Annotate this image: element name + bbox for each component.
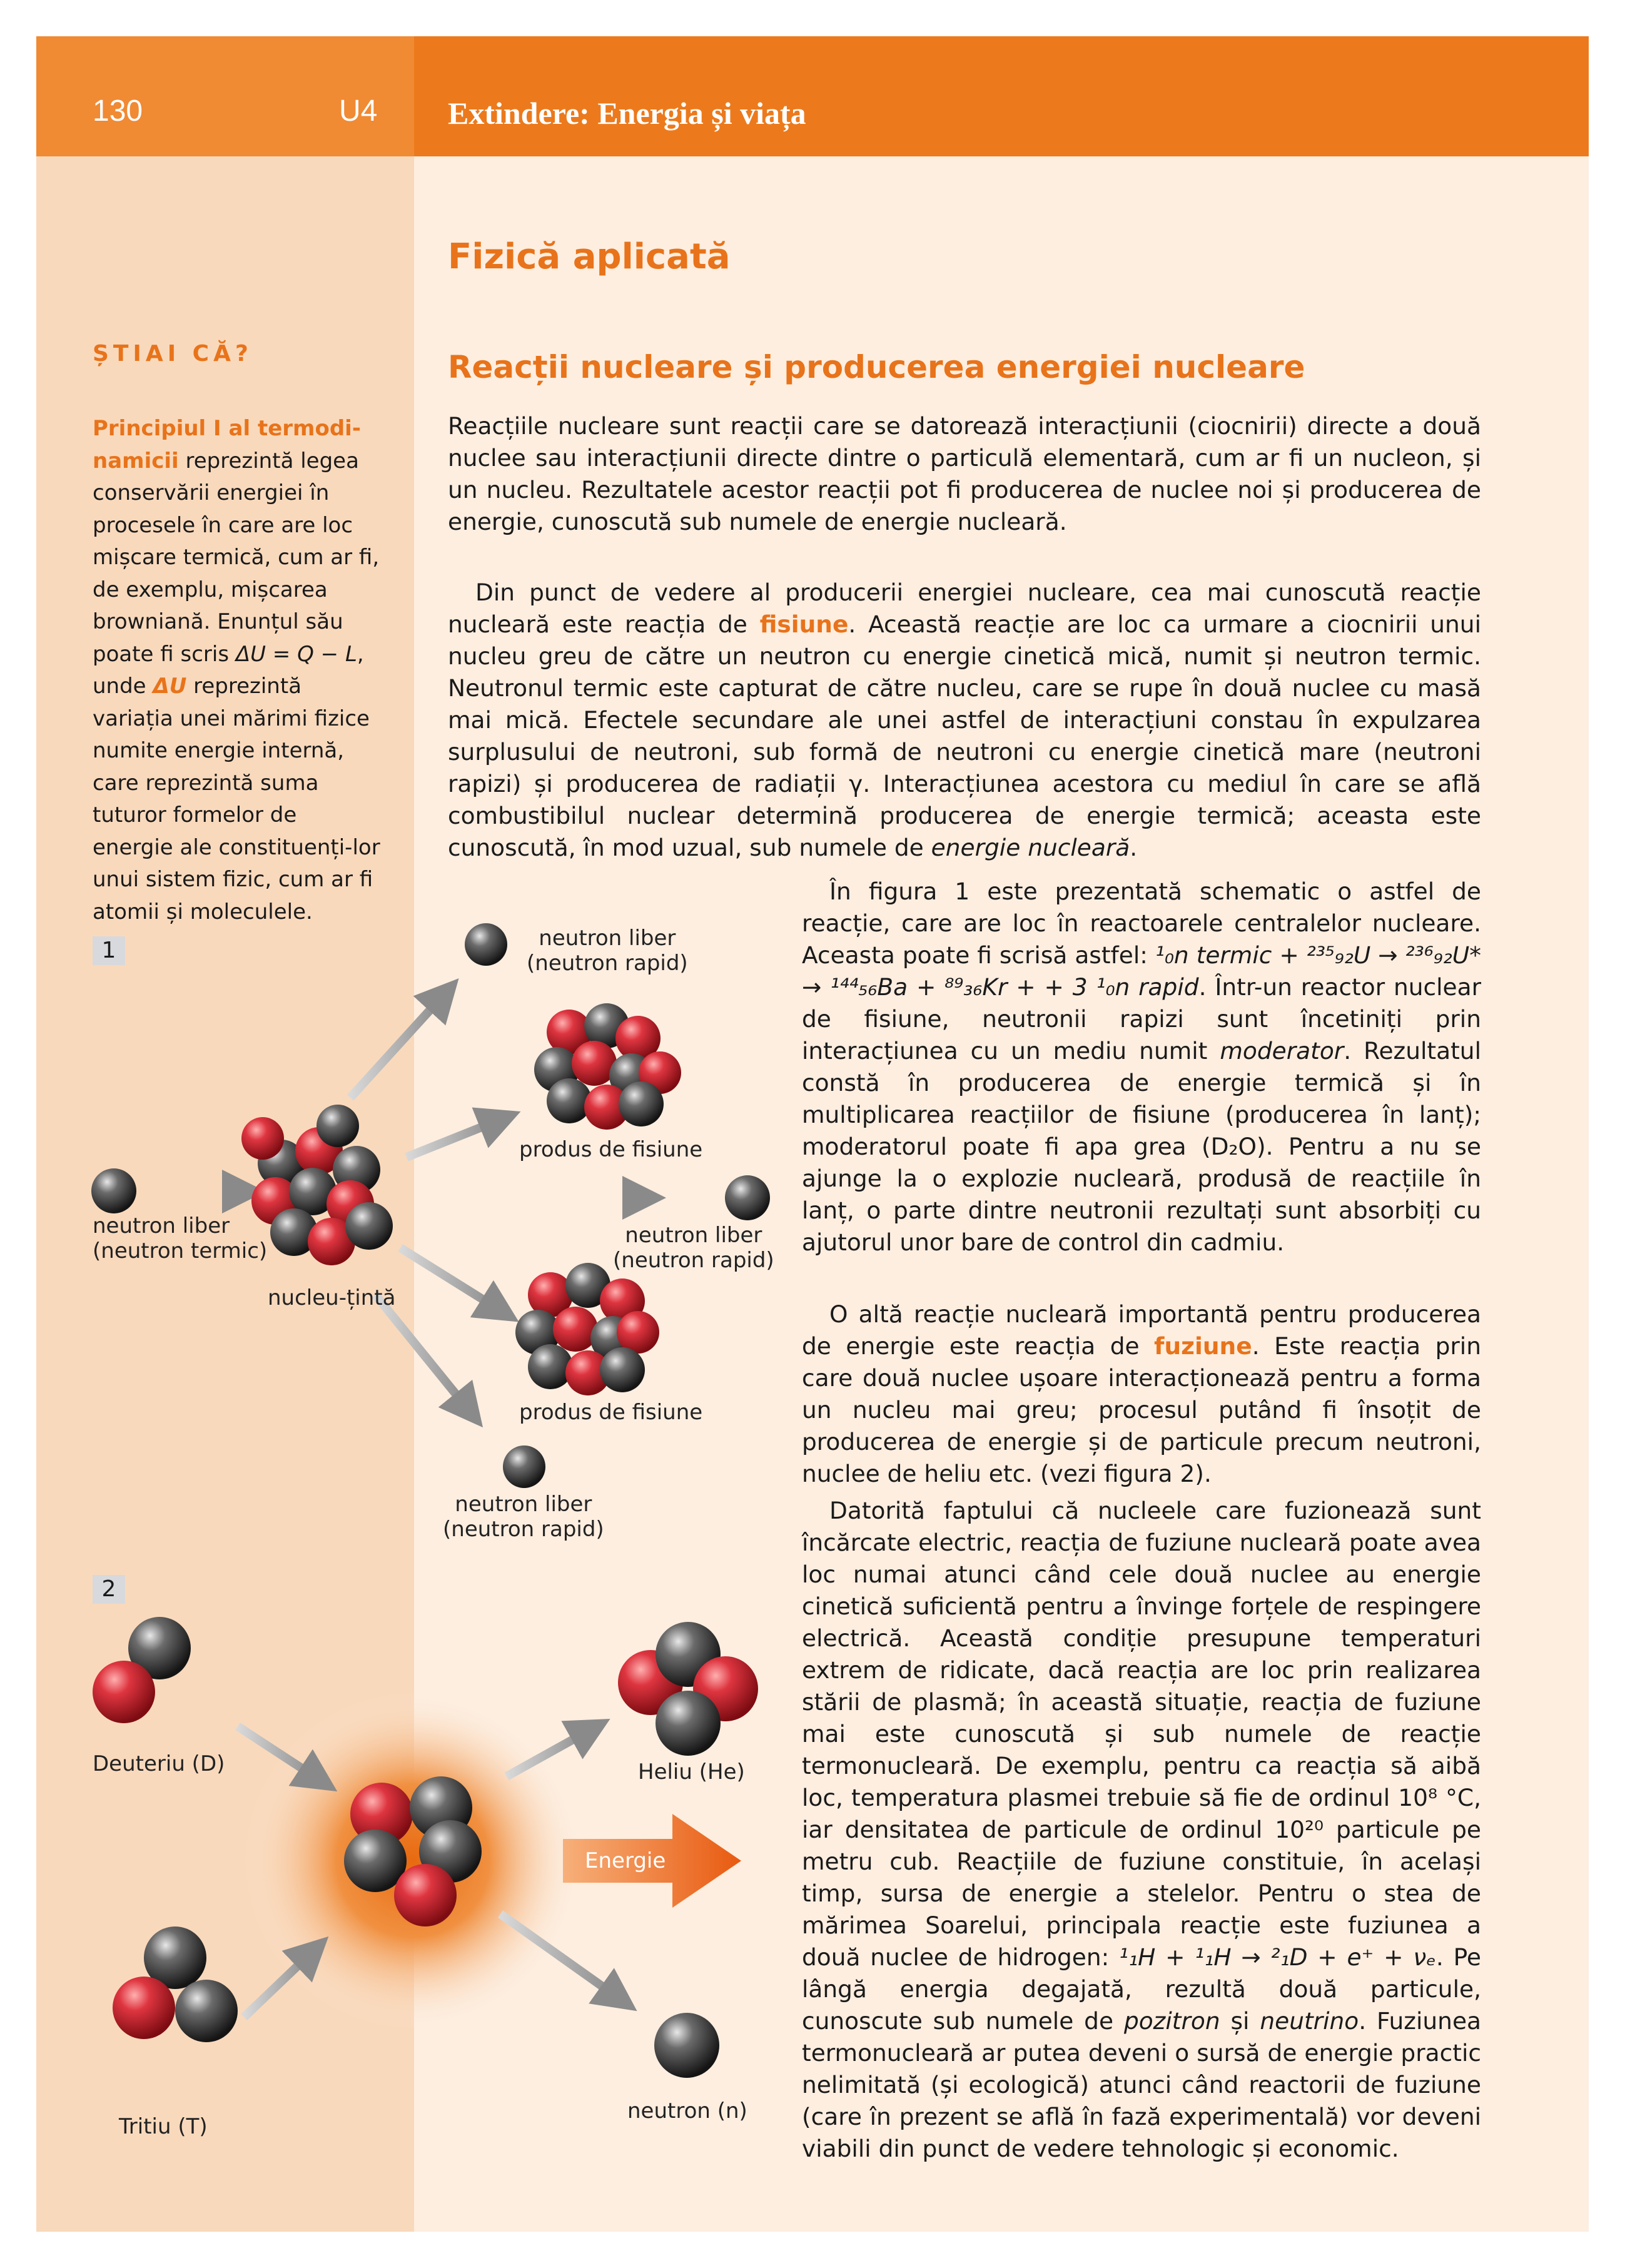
chapter-title: Extindere: Energia și viața: [448, 96, 806, 131]
tritium-nucleus-icon: [113, 1926, 238, 2042]
paragraph-5: Datorită faptului că nucleele care fuzionează sunt încărcate electric, reacția de fuziune nucleară poate avea loc numai atunci când cele două nuclee au energie cinetică suficientă pentru a învinge forțele de respingere electrică. Această condiție presupune temperaturi extrem de ridicate, dacă reacția are loc prin realizarea stării de plasmă; în această situație, reacția de fuziune mai este cunoscută și sub numele de reacție termonucleară. De exemplu, pentru ca reacția să aibă loc, temperatura plasmei trebuie să fie de ordinul 10⁸ °C, iar densitatea de particule de ordinul 10²⁰ particule pe metru cub. Reacțiile de fuziune constituie, în același timp, sursa de energie a stelelor. Pentru o stea de mărimea Soarelui, principala reacție este fuziunea a două nuclee de hidrogen: ¹₁H + ¹₁H → ²₁D + e⁺ + νₑ. Pe lângă energia degajată, rezultă două particule, cunoscute sub numele de pozitron și neutrino. Fuziunea termonucleară ar putea deveni o sursă de energie practic nelimitată (și ecologică) atunci când reactorii de fuziune (care în prezent se află în fază experimentală) vor deveni viabili din punct de vedere tehnologic și economic.: [802, 1497, 1481, 2162]
label-fission-product-2: produs de fisiune: [519, 1400, 703, 1425]
keyword-fisiune: fisiune: [759, 610, 849, 638]
subsection-title: Reacții nucleare și producerea energiei nucleare: [448, 349, 1305, 385]
top-neutron-icon: [465, 923, 507, 966]
fusion-glow: [244, 1692, 582, 2030]
deuterium-nucleus-icon: [93, 1617, 191, 1723]
paragraph-2: Din punct de vedere al producerii energiei nucleare, cea mai cunoscută reacție nucleară este reacția de fisiune. Această reacție are loc ca urmare a ciocnirii unui nucleu greu de către un neutron cu energie cinetică mică, numit și neutron termic. Neutronul termic este capturat de către nucleu, care se rupe în două nuclee cu masă mai mică. Efectele secundare ale unei astfel de interacțiuni constau în expulzarea surplusului de neutroni, sub formă de neutroni cu energie cinetică mare (neutroni rapizi) și producerea de radiații γ. Interacțiunea acestora cu mediul în care se află combustibilul nuclear determină producerea de energie termică; aceasta este cunoscută, în mod uzual, sub numele de energie nucleară.: [448, 579, 1481, 861]
sidebar-heading: ȘTIAI CĂ?: [93, 341, 253, 367]
label-mid-neutron: neutron liber (neutron rapid): [613, 1223, 774, 1273]
sidebar-text-2: , unde: [93, 641, 364, 699]
section-title: Fizică aplicată: [448, 236, 731, 277]
sidebar-formula: ΔU = Q − L: [235, 641, 357, 667]
label-top-neutron: neutron liber (neutron rapid): [527, 926, 688, 976]
fission-product-2-icon: [515, 1263, 659, 1395]
sidebar-bold-term: Principiul I al termodi-namicii: [93, 416, 361, 473]
sidebar-text-1: reprezintă legea conservării energiei în procesele în care are loc mișcare termică, cum ar fi, de exemplu, mișcarea browniană. Enunțul său poate fi scris: [93, 448, 380, 667]
label-tritium: Tritiu (T): [119, 2114, 208, 2139]
fission-product-1-icon: [534, 1003, 681, 1130]
page-number: 130: [93, 94, 143, 128]
label-helium: Heliu (He): [638, 1759, 745, 1785]
sidebar-text-3: reprezintă variația unei mărimi fizice numite energie internă, care reprezintă suma tuturor formelor de energie ale constituenți-lor unui sistem fizic, cum ar fi atomii și moleculele.: [93, 674, 380, 924]
fission-equation: ¹₀n termic + ²³⁵₉₂U → ²³⁶₉₂U* → ¹⁴⁴₅₆Ba + ⁸⁹₃₆Kr +: [802, 941, 1481, 1001]
unit-label: U4: [339, 94, 378, 128]
helium-nucleus-icon: [618, 1622, 758, 1756]
paragraph-1: Reacțiile nucleare sunt reacții care se datorează interacțiunii (ciocnirii) directe a două nuclee sau interacțiunii directe dintre o particulă elementară, cum ar fi un nucleon, și un nucleu. Rezultatele acestor reacții pot fi producerea de nuclee noi și producerea de energie, cunoscută sub numele de energie nucleară.: [448, 412, 1481, 535]
figure-2-number: 2: [93, 1575, 125, 1604]
mid-neutron-icon: [725, 1175, 770, 1220]
label-energy: Energie: [585, 1848, 666, 1873]
keyword-fuziune: fuziune: [1154, 1332, 1252, 1360]
label-fission-product-1: produs de fisiune: [519, 1137, 703, 1162]
fission-equation-cont: + 3 ¹₀n rapid: [1044, 973, 1199, 1001]
paragraph-3: În figura 1 este prezentată schematic o astfel de reacție, care are loc în reactoarele centralelor nucleare. Aceasta poate fi scrisă astfel: ¹₀n termic + ²³⁵₉₂U → ²³⁶₉₂U* → ¹⁴⁴₅₆Ba + ⁸⁹₃₆Kr + + 3 ¹₀n rapid. Într-un reactor nuclear de fisiune, neutronii rapizi sunt încetiniți prin interacțiunea cu un mediu numit moderator. Rezultatul constă în producerea de energie termică și în multiplicarea reacțiilor de fisiune (producerea în lanț); moderatorul poate fi apa grea (D₂O). Pentru a nu se ajunge la o explozie nucleară, produsă de reacțiile în lanț, o parte dintre neutronii rezultați sunt absorbiți cu ajutorul unor bare de control din cadmiu.: [802, 878, 1481, 1256]
paragraph-4: O altă reacție nucleară importantă pentru producerea de energie este reacția de fuziune. Este reacția prin care două nuclee ușoare interacționează pentru a forma un nucleu mai greu; procesul putând fi însoțit de producerea de energie și de particule precum neutroni, nuclee de heliu etc. (vezi figura 2).: [802, 1300, 1481, 1487]
label-target-nucleus: nucleu-țintă: [268, 1285, 396, 1310]
label-bottom-neutron: neutron liber (neutron rapid): [443, 1492, 604, 1542]
sidebar-formula-du: ΔU: [153, 674, 187, 699]
figure-1-number: 1: [93, 936, 125, 965]
incoming-neutron-icon: [91, 1168, 136, 1213]
label-incoming-neutron: neutron liber (neutron termic): [93, 1213, 268, 1263]
fusion-equation: ¹₁H + ¹₁H → ²₁D + e⁺ + νₑ: [1119, 1943, 1436, 1971]
bottom-neutron-icon: [503, 1445, 545, 1488]
label-deuterium: Deuteriu (D): [93, 1751, 225, 1776]
fusion-neutron-icon: [654, 2013, 719, 2078]
label-neutron: neutron (n): [627, 2098, 747, 2124]
